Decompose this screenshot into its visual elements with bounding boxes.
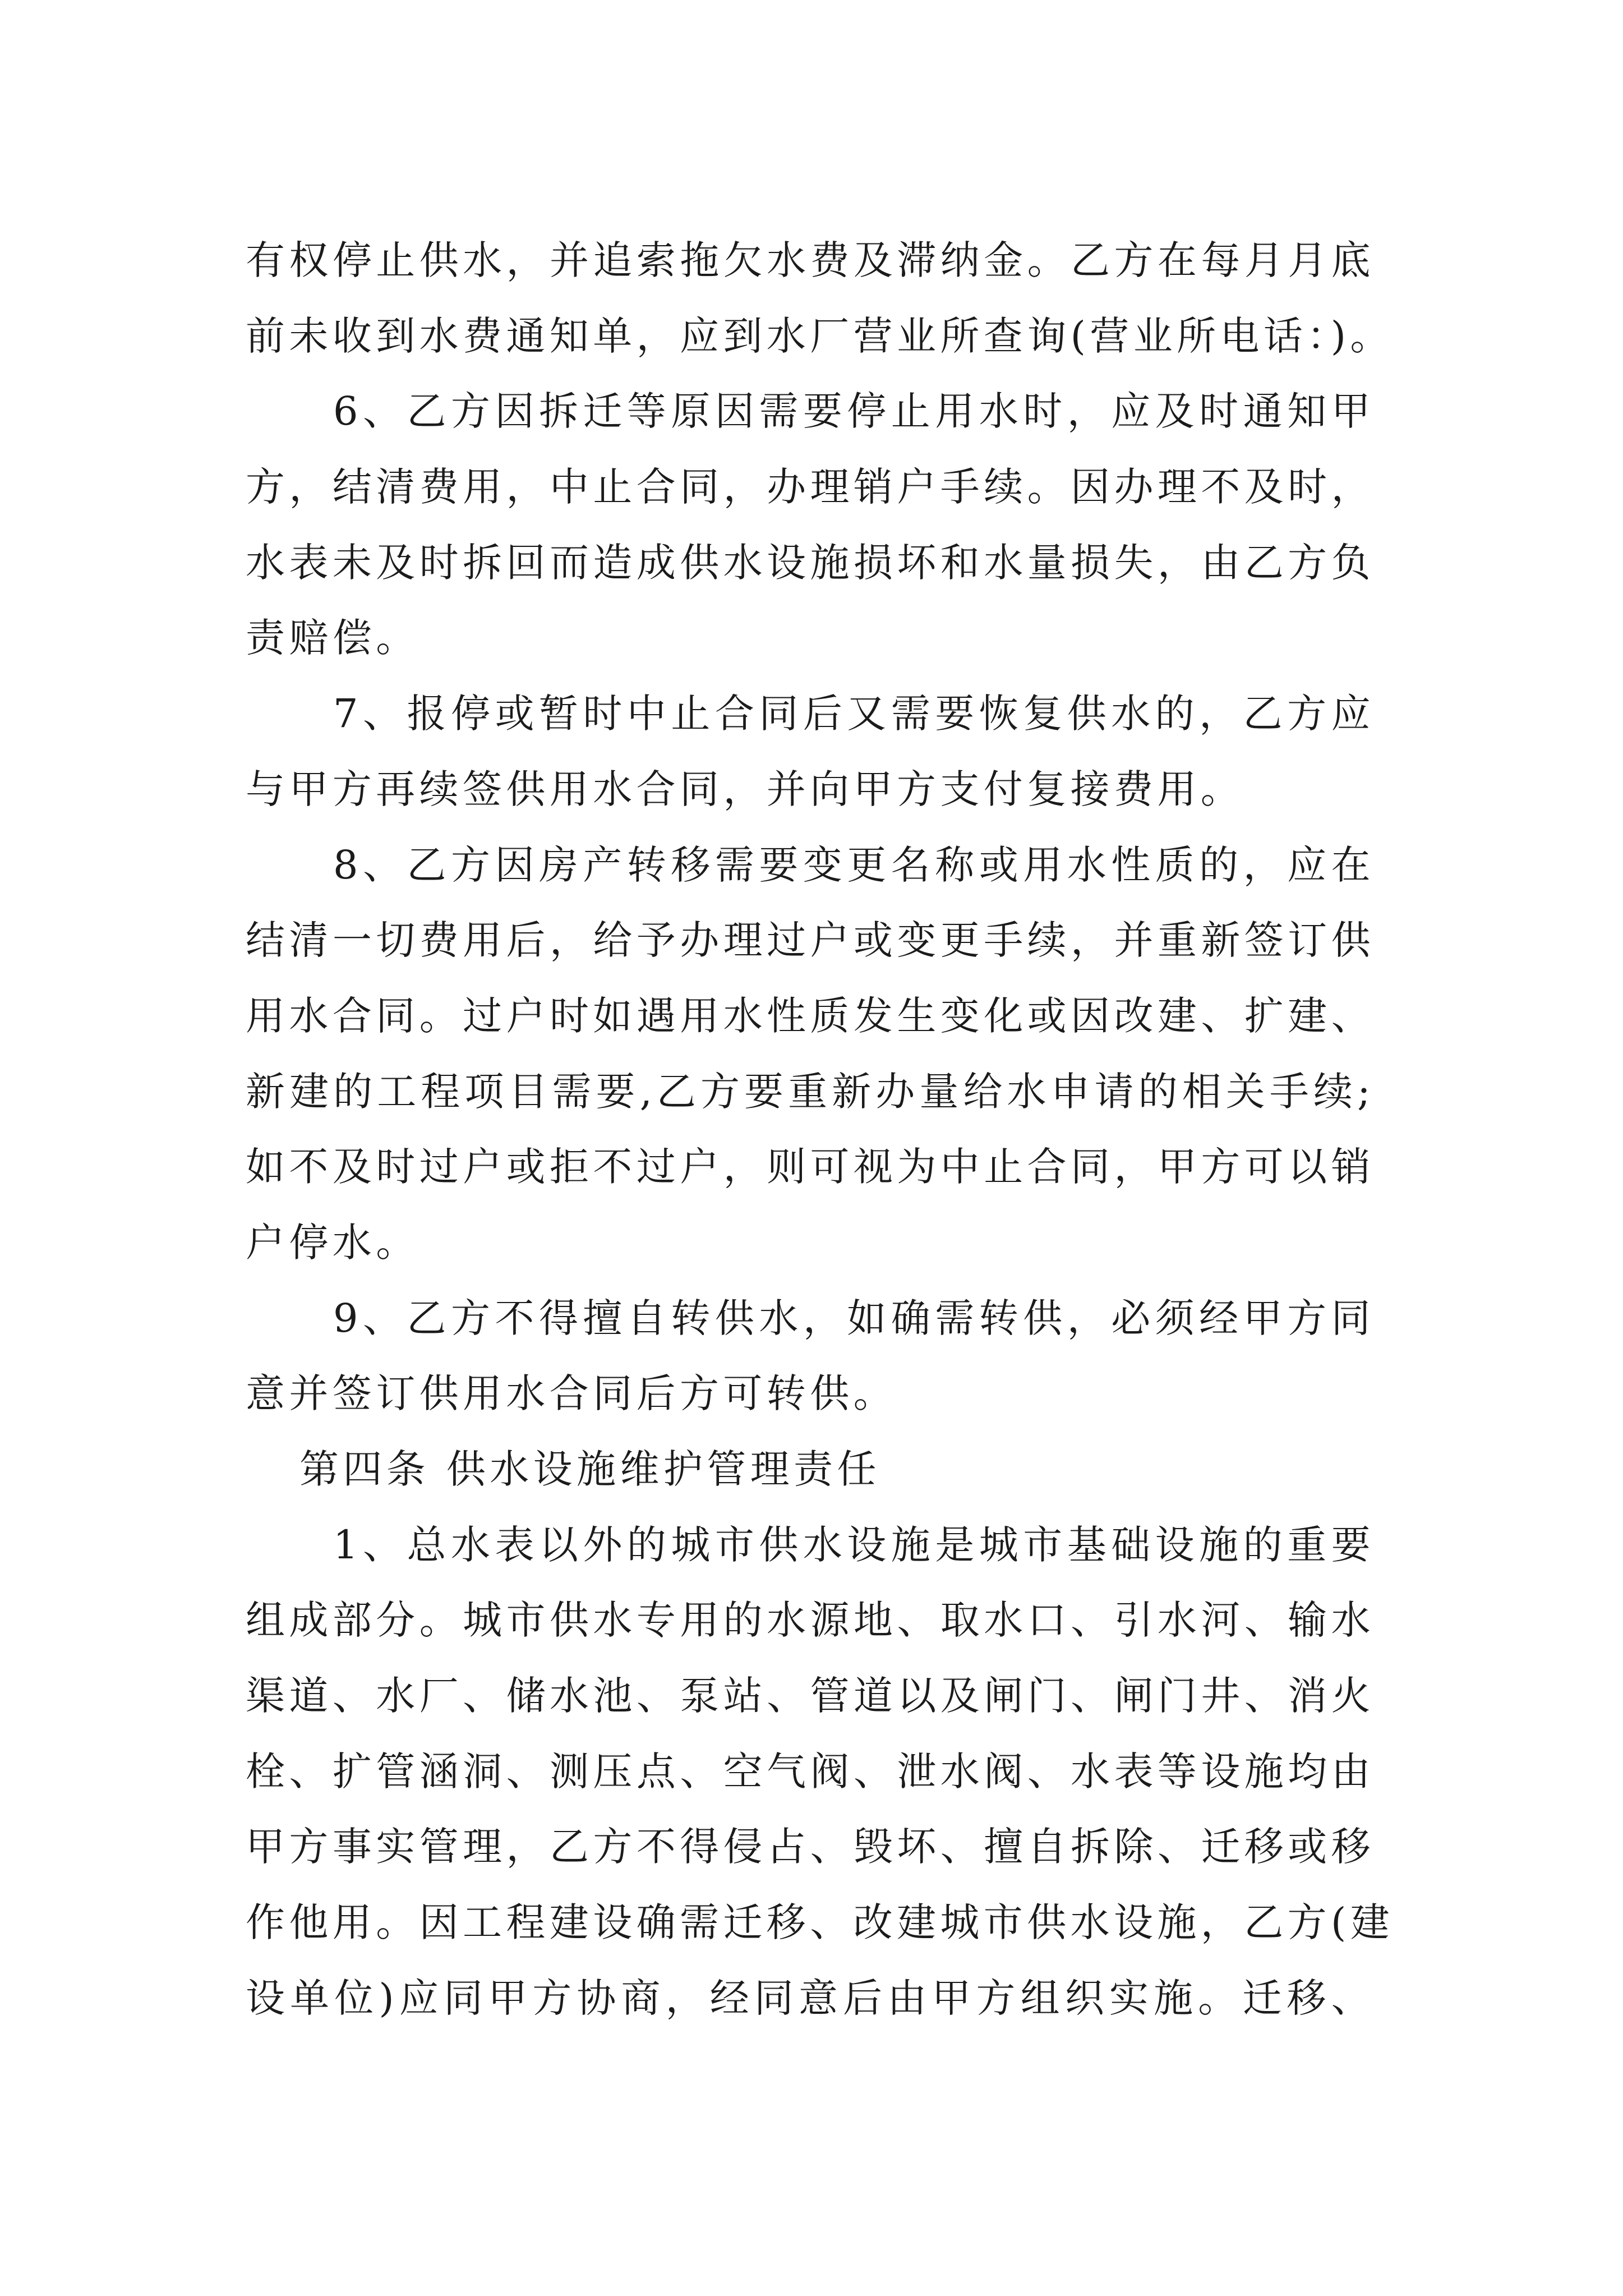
paragraph bbox=[246, 1507, 1394, 2036]
paragraph bbox=[246, 1281, 1375, 1432]
text-line: 用水合同。过户时如遇用水性质发生变化或因改建、扩建、 bbox=[246, 992, 1375, 1039]
paragraph bbox=[246, 827, 1375, 1281]
text-line: 意并签订供用水合同后方可转供。 bbox=[246, 1370, 897, 1417]
text-line: 结清一切费用后，给予办理过户或变更手续，并重新签订供 bbox=[246, 917, 1375, 964]
text-line: 设单位)应同甲方协商，经同意后由甲方组织实施。迁移、 bbox=[246, 1975, 1375, 2021]
text-line: 与甲方再续签供用水合同，并向甲方支付复接费用。 bbox=[246, 766, 1244, 812]
text-line: 有权停止供水，并追索拖欠水费及滞纳金。乙方在每月月底 bbox=[246, 237, 1375, 283]
text-line: 7、报停或暂时中止合同后又需要恢复供水的，乙方应 bbox=[333, 691, 1375, 737]
paragraph bbox=[246, 223, 1394, 374]
text-line: 新建的工程项目需要,乙方要重新办量给水申请的相关手续; bbox=[246, 1068, 1375, 1115]
text-line: 6、乙方因拆迁等原因需要停止用水时，应及时通知甲 bbox=[333, 388, 1375, 435]
text-line: 组成部分。城市供水专用的水源地、取水口、引水河、输水 bbox=[246, 1597, 1375, 1644]
document-body bbox=[246, 223, 1394, 2036]
text-line: 甲方事实管理，乙方不得侵占、毁坏、擅自拆除、迁移或移 bbox=[246, 1824, 1375, 1870]
text-line: 前未收到水费通知单，应到水厂营业所查询(营业所电话：)。 bbox=[246, 312, 1394, 359]
article-heading: 第四条 供水设施维护管理责任 bbox=[299, 1446, 880, 1492]
text-line: 户停水。 bbox=[246, 1219, 419, 1266]
text-line: 如不及时过户或拒不过户，则可视为中止合同，甲方可以销 bbox=[246, 1144, 1375, 1190]
paragraph bbox=[246, 374, 1375, 676]
text-line: 作他用。因工程建设确需迁移、改建城市供水设施，乙方(建 bbox=[246, 1899, 1394, 1946]
text-line: 渠道、水厂、储水池、泵站、管道以及闸门、闸门井、消火 bbox=[246, 1673, 1375, 1719]
text-line: 方，结清费用，中止合同，办理销户手续。因办理不及时， bbox=[246, 464, 1375, 510]
text-line: 9、乙方不得擅自转供水，如确需转供，必须经甲方同 bbox=[333, 1295, 1375, 1341]
text-line: 8、乙方因房产转移需要变更名称或用水性质的，应在 bbox=[333, 841, 1375, 888]
text-line: 栓、扩管涵洞、测压点、空气阀、泄水阀、水表等设施均由 bbox=[246, 1748, 1375, 1795]
text-line: 水表未及时拆回而造成供水设施损坏和水量损失，由乙方负 bbox=[246, 539, 1375, 586]
paragraph bbox=[246, 676, 1375, 827]
text-line: 1、总水表以外的城市供水设施是城市基础设施的重要 bbox=[333, 1521, 1375, 1568]
text-line: 责赔偿。 bbox=[246, 615, 419, 661]
